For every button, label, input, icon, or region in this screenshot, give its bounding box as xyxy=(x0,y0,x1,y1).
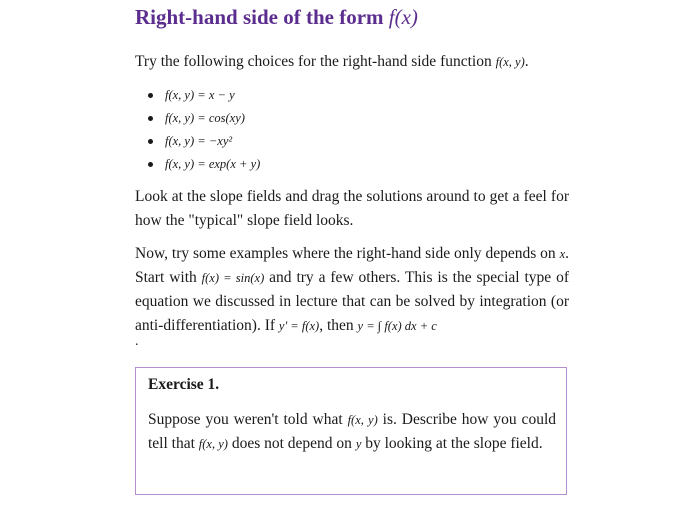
exercise-math-1: f(x, y) xyxy=(347,413,378,427)
examples-math-derivative: y′ = f(x) xyxy=(278,319,320,333)
exercise-text-3: does not depend on xyxy=(231,435,352,452)
list-item xyxy=(135,130,260,153)
examples-math-integral: y = ∫ f(x) dx + c xyxy=(357,319,437,333)
intro-text: Try the following choices for the right-hand side function xyxy=(135,53,492,70)
examples-text-1: Now, try some examples where the right-hand side only depends on xyxy=(135,245,556,262)
intro-paragraph xyxy=(135,50,569,74)
choice-formula: f(x, y) = x − y xyxy=(165,88,235,102)
exercise-box xyxy=(135,367,567,495)
examples-text-4: , then xyxy=(319,317,354,334)
choices-list xyxy=(135,84,260,176)
exercise-text-1: Suppose you weren't told what xyxy=(148,411,343,428)
section-heading xyxy=(135,5,418,30)
bullet-icon xyxy=(148,116,153,121)
list-item xyxy=(135,153,260,176)
list-item xyxy=(135,107,260,130)
intro-math: f(x, y) xyxy=(495,55,525,69)
bullet-icon xyxy=(148,162,153,167)
exercise-body xyxy=(148,408,556,456)
stray-period: . xyxy=(135,334,139,349)
bullet-icon xyxy=(148,93,153,98)
choice-formula: f(x, y) = cos(xy) xyxy=(165,111,245,125)
examples-paragraph xyxy=(135,242,569,338)
slope-field-paragraph: Look at the slope fields and drag the solutions around to get a feel for how the "typical" slope field looks. xyxy=(135,188,569,229)
examples-text-2: . Start with xyxy=(135,245,569,286)
bullet-icon xyxy=(148,139,153,144)
list-item xyxy=(135,84,260,107)
heading-math: f(x) xyxy=(388,5,418,29)
heading-text: Right-hand side of the form xyxy=(135,5,384,29)
choice-formula: f(x, y) = −xy² xyxy=(165,134,233,148)
examples-math-x: x xyxy=(559,247,566,261)
exercise-math-3: y xyxy=(355,437,362,451)
intro-period: . xyxy=(524,53,529,70)
exercise-math-2: f(x, y) xyxy=(198,437,228,451)
choice-formula: f(x, y) = exp(x + y) xyxy=(165,157,261,171)
exercise-title: Exercise 1. xyxy=(148,376,220,393)
exercise-text-2: is. Describe how you could tell that xyxy=(148,411,556,452)
examples-text-3: and try a few others. This is the special type of equation we discussed in lecture that can be solved by integration (or anti-differentiation). If xyxy=(135,269,569,334)
examples-math-sin: f(x) = sin(x) xyxy=(201,271,265,285)
exercise-text-4: by looking at the slope field. xyxy=(365,435,543,452)
